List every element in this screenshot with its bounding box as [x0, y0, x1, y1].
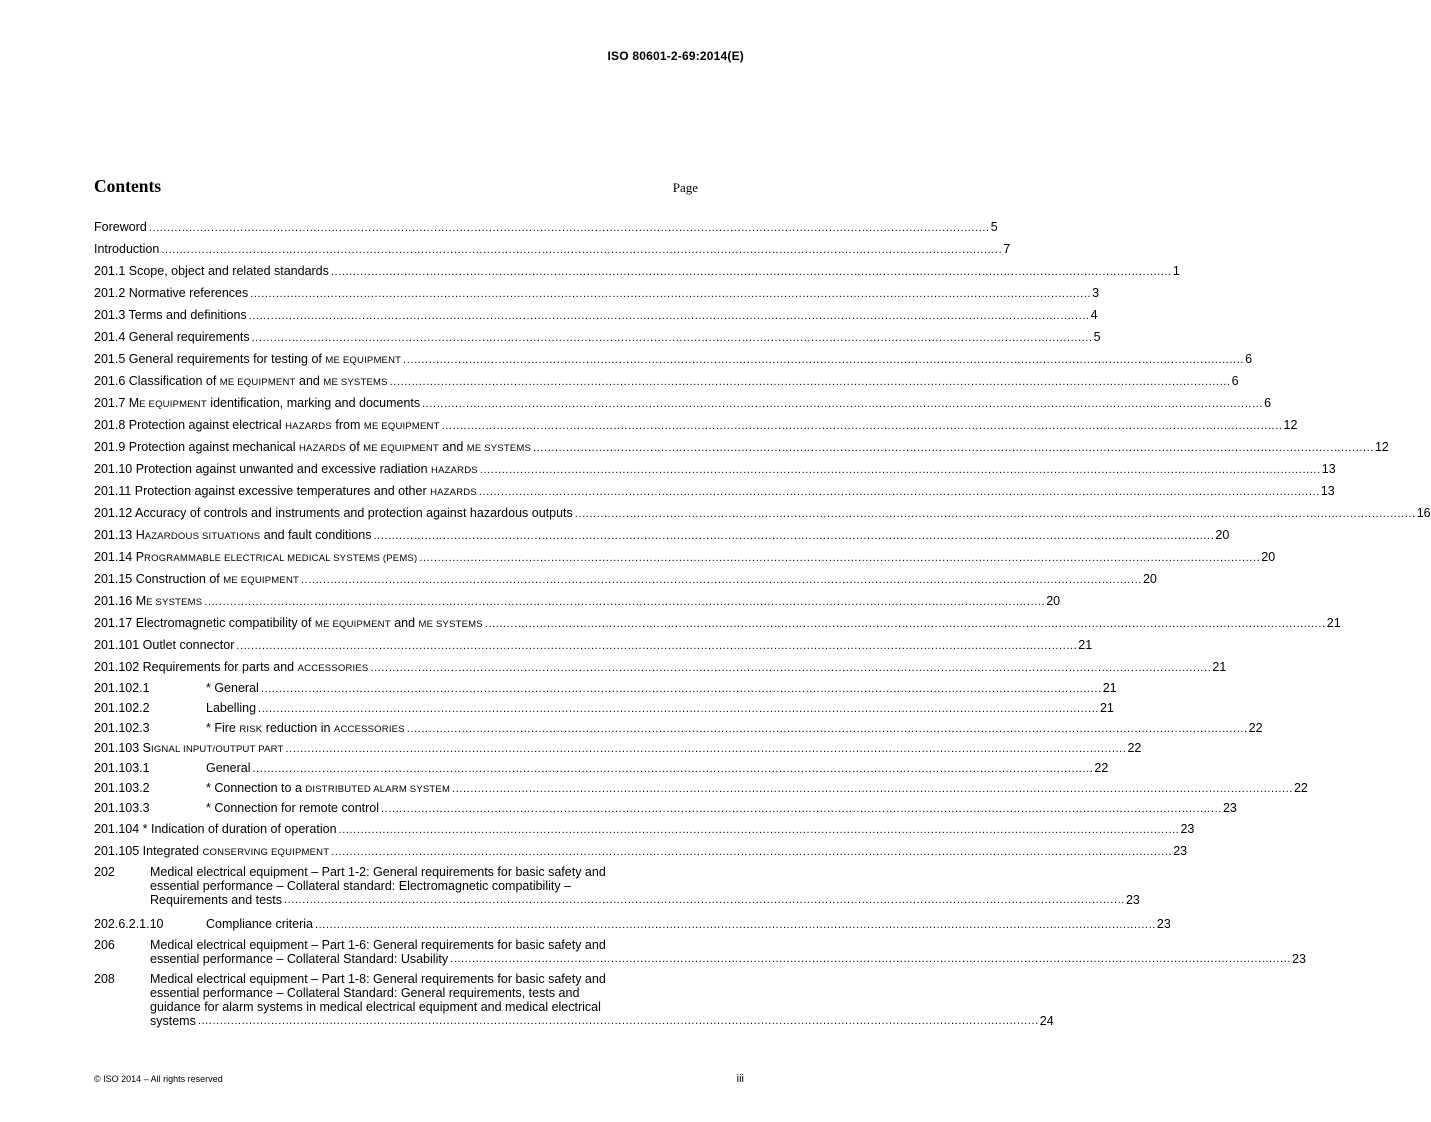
toc-entry-number: 208 — [94, 972, 115, 986]
toc-entry[interactable] — [94, 738, 1142, 758]
small-caps-term: AZARDOUS SITUATIONS — [144, 531, 261, 542]
toc-entry-text: 201.7 M — [94, 396, 140, 410]
toc-entry[interactable] — [94, 698, 1114, 718]
toc-entry-text: identification, marking and documents — [206, 396, 421, 410]
document-id: ISO 80601-2-69:2014(E) — [607, 49, 744, 63]
toc-entry-page: 4 — [1090, 308, 1098, 322]
small-caps-term: E EQUIPMENT — [139, 399, 207, 410]
toc-entry-number: 206 — [94, 938, 115, 952]
toc-entry-label — [94, 572, 301, 586]
dot-leader — [407, 723, 1248, 735]
small-caps-term: ME EQUIPMENT — [363, 421, 440, 432]
toc-entry-body — [150, 938, 1306, 966]
toc-entry-body — [150, 972, 1054, 1028]
dot-leader — [485, 618, 1326, 630]
toc-entry-last-line — [150, 952, 1306, 966]
toc-entry-last-line — [150, 1014, 1054, 1028]
toc-entry-text: from — [331, 418, 364, 432]
toc-entry-label — [94, 550, 419, 564]
toc-entry-label — [94, 242, 161, 256]
toc-entry-number: 201.103.2 — [94, 781, 150, 795]
toc-entry[interactable] — [94, 524, 1230, 546]
toc-entry-page: 20 — [1215, 528, 1230, 542]
toc-entry-page: 6 — [1231, 374, 1239, 388]
toc-entry[interactable] — [94, 392, 1272, 414]
toc-entry-page: 12 — [1374, 440, 1389, 454]
small-caps-term: ME SYSTEMS — [323, 377, 388, 388]
small-caps-term: ME EQUIPMENT — [314, 619, 391, 630]
dot-leader — [249, 310, 1090, 322]
toc-entry-label — [94, 484, 479, 498]
toc-entry[interactable] — [94, 718, 1263, 738]
small-caps-term: ACCESSORIES — [333, 724, 405, 735]
small-caps-term: RISK — [239, 724, 263, 735]
toc-entry-body — [150, 865, 1140, 907]
toc-entry-text: and — [390, 616, 419, 630]
small-caps-term: HAZARDS — [431, 465, 478, 476]
dot-leader — [161, 244, 1002, 256]
dot-leader — [250, 288, 1091, 300]
toc-entry-text-line: essential performance – Collateral Standard: General requirements, tests and — [150, 986, 580, 1000]
toc-entry-page: 21 — [1212, 660, 1227, 674]
toc-entry-text-line: Medical electrical equipment – Part 1-8: General requirements for basic safety and — [150, 972, 606, 986]
toc-entry[interactable] — [94, 458, 1336, 480]
toc-entry-multiline[interactable] — [94, 865, 1140, 907]
toc-entry-page: 24 — [1039, 1014, 1054, 1028]
toc-entry-multiline[interactable] — [94, 972, 1054, 1028]
toc-entry-page: 3 — [1092, 286, 1100, 300]
toc-entry-label — [94, 418, 442, 432]
toc-entry-text: 201.9 Protection against mechanical — [94, 440, 299, 454]
toc-entry-page: 22 — [1127, 741, 1142, 755]
toc-entry-text: 201.5 General requirements for testing of — [94, 352, 326, 366]
small-caps-term: IGNAL INPUT/OUTPUT PART — [151, 744, 284, 755]
toc-entry-text: and — [438, 440, 467, 454]
toc-entry-label — [94, 801, 381, 815]
toc-entry-text: 201.104 * Indication of duration of operation — [94, 822, 337, 836]
toc-entry-page: 20 — [1261, 550, 1276, 564]
toc-entry-label — [94, 528, 373, 542]
toc-entry[interactable] — [94, 568, 1157, 590]
toc-entry-page: 5 — [1093, 330, 1101, 344]
dot-leader — [370, 662, 1211, 674]
dot-leader — [442, 420, 1283, 432]
toc-entry-multiline[interactable] — [94, 938, 1306, 966]
toc-entry[interactable] — [94, 436, 1389, 458]
toc-entry-label — [94, 220, 149, 234]
toc-entry-text: 201.8 Protection against electrical — [94, 418, 286, 432]
toc-entry-text: 201.1 Scope, object and related standards — [94, 264, 329, 278]
dot-leader — [575, 508, 1416, 520]
toc-entry-text: 201.103 S — [94, 741, 151, 755]
toc-entry-label — [94, 917, 315, 931]
toc-entry-text: Foreword — [94, 220, 147, 234]
toc-entry-label — [94, 741, 286, 755]
toc-entry-page: 23 — [1156, 917, 1171, 931]
toc-entry[interactable] — [94, 913, 1171, 935]
dot-leader — [252, 332, 1093, 344]
contents-title: Contents — [94, 176, 162, 196]
dot-leader — [284, 893, 1125, 907]
dot-leader — [373, 530, 1214, 542]
toc-entry-page: 21 — [1326, 616, 1341, 630]
toc-entry-page: 16 — [1416, 506, 1431, 520]
toc-entry-label — [94, 781, 452, 795]
toc-entry[interactable] — [94, 758, 1109, 778]
toc-entry-label — [94, 822, 339, 836]
page-column-label: Page — [672, 180, 698, 195]
toc-entry-text: 201.11 Protection against excessive temperatures and other — [94, 484, 431, 498]
toc-entry-page: 22 — [1094, 761, 1109, 775]
copyright-notice: © ISO 2014 – All rights reserved — [94, 1074, 223, 1084]
toc-entry-page: 13 — [1321, 462, 1336, 476]
toc-entry-label — [94, 594, 204, 608]
toc-entry-page: 6 — [1264, 396, 1272, 410]
dot-leader — [315, 919, 1156, 931]
dot-leader — [450, 952, 1291, 966]
toc-entry[interactable] — [94, 260, 1180, 282]
toc-entry-text: Introduction — [94, 242, 160, 256]
toc-entry[interactable] — [94, 414, 1298, 436]
small-caps-term: ME EQUIPMENT — [223, 575, 300, 586]
toc-entry[interactable] — [94, 348, 1253, 370]
toc-entry-label — [94, 761, 252, 775]
dot-leader — [422, 398, 1263, 410]
small-caps-term: ACCESSORIES — [297, 663, 369, 674]
toc-entry-label — [94, 286, 250, 300]
toc-entry-text: * Connection to a — [206, 781, 306, 795]
toc-entry[interactable] — [94, 656, 1227, 678]
toc-entry-text: General — [206, 761, 251, 775]
dot-leader — [419, 552, 1260, 564]
dot-leader — [236, 640, 1077, 652]
toc-entry[interactable] — [94, 778, 1308, 798]
toc-entry-text-line: systems — [150, 1014, 196, 1028]
toc-entry-text: 201.15 Construction of — [94, 572, 224, 586]
toc-entry-text: 201.4 General requirements — [94, 330, 250, 344]
dot-leader — [331, 266, 1172, 278]
dot-leader — [301, 574, 1142, 586]
toc-entry-text: * Fire — [206, 721, 240, 735]
toc-entry-number: 202 — [94, 865, 115, 879]
toc-entry-label — [94, 701, 258, 715]
small-caps-term: CONSERVING EQUIPMENT — [202, 847, 330, 858]
dot-leader — [261, 683, 1102, 695]
toc-entry[interactable] — [94, 546, 1276, 568]
dot-leader — [286, 743, 1127, 755]
dot-leader — [198, 1014, 1039, 1028]
toc-entry[interactable] — [94, 590, 1061, 612]
small-caps-term: HAZARDS — [285, 421, 332, 432]
toc-entry-page: 12 — [1283, 418, 1298, 432]
toc-entry[interactable] — [94, 634, 1093, 656]
toc-entry-page: 22 — [1248, 721, 1263, 735]
toc-entry-label — [94, 638, 236, 652]
toc-entry-text: 201.3 Terms and definitions — [94, 308, 247, 322]
toc-entry-label — [94, 330, 252, 344]
toc-entry-page: 6 — [1245, 352, 1253, 366]
toc-entry-page: 23 — [1222, 801, 1237, 815]
toc-entry-page: 22 — [1293, 781, 1308, 795]
small-caps-term: DISTRIBUTED ALARM SYSTEM — [305, 784, 451, 795]
small-caps-term: ME EQUIPMENT — [363, 443, 439, 454]
table-of-contents — [94, 216, 1431, 1034]
toc-entry-text: Labelling — [206, 701, 257, 715]
toc-entry-label — [94, 616, 485, 630]
toc-entry[interactable] — [94, 612, 1341, 634]
toc-entry-label — [94, 440, 533, 454]
toc-entry-label — [94, 681, 261, 695]
toc-entry-number: 201.102.3 — [94, 721, 150, 735]
toc-entry-text: reduction in — [262, 721, 334, 735]
toc-entry-page: 21 — [1099, 701, 1114, 715]
toc-entry-text: of — [345, 440, 364, 454]
toc-entry-label — [94, 660, 370, 674]
toc-entry-page: 5 — [990, 220, 998, 234]
toc-entry[interactable] — [94, 282, 1100, 304]
toc-entry-text: 201.102 Requirements for parts and — [94, 660, 298, 674]
toc-entry-text: * Connection for remote control — [206, 801, 380, 815]
toc-entry-text-line: Requirements and tests — [150, 893, 283, 907]
dot-leader — [452, 783, 1293, 795]
toc-entry-label — [94, 374, 390, 388]
toc-entry-text-line: essential performance – Collateral Standard: Usability — [150, 952, 449, 966]
toc-entry-text: 201.10 Protection against unwanted and excessive radiation — [94, 462, 432, 476]
toc-entry-page: 21 — [1102, 681, 1117, 695]
toc-entry[interactable] — [94, 480, 1335, 502]
toc-entry[interactable] — [94, 304, 1098, 326]
toc-entry-label — [94, 264, 331, 278]
toc-entry-text: 201.6 Classification of — [94, 374, 220, 388]
dot-leader — [480, 464, 1321, 476]
small-caps-term: ME EQUIPMENT — [325, 355, 402, 366]
dot-leader — [252, 763, 1093, 775]
toc-entry-number: 202.6.2.1.10 — [94, 917, 164, 931]
toc-entry-text-line: Medical electrical equipment – Part 1-2: General requirements for basic safety and — [150, 865, 606, 879]
toc-entry-page: 23 — [1173, 844, 1188, 858]
small-caps-term: ROGRAMMABLE ELECTRICAL MEDICAL SYSTEMS (PEMS) — [144, 553, 418, 564]
dot-leader — [479, 486, 1320, 498]
toc-entry-page: 23 — [1125, 893, 1140, 907]
toc-entry-label — [94, 721, 407, 735]
toc-entry-label — [94, 396, 422, 410]
dot-leader — [258, 703, 1099, 715]
dot-leader — [339, 824, 1180, 836]
toc-entry-number: 201.102.2 — [94, 701, 150, 715]
page-number: iii — [736, 1073, 744, 1085]
toc-entry-text: 201.2 Normative references — [94, 286, 249, 300]
toc-entry-text: and — [295, 374, 324, 388]
toc-entry[interactable] — [94, 502, 1431, 524]
toc-entry-text-line: guidance for alarm systems in medical electrical equipment and medical electrical — [150, 1000, 601, 1014]
toc-entry-text: 201.101 Outlet connector — [94, 638, 235, 652]
toc-entry-number: 201.103.3 — [94, 801, 150, 815]
small-caps-term: ME SYSTEMS — [466, 443, 532, 454]
dot-leader — [390, 376, 1231, 388]
contents-header — [94, 176, 698, 197]
toc-entry-text: Compliance criteria — [206, 917, 313, 931]
toc-entry-text: 201.14 P — [94, 550, 145, 564]
toc-entry-number: 201.102.1 — [94, 681, 150, 695]
toc-entry-page: 13 — [1320, 484, 1335, 498]
toc-entry[interactable] — [94, 840, 1188, 862]
toc-entry[interactable] — [94, 818, 1195, 840]
toc-entry-text-line: Medical electrical equipment – Part 1-6: General requirements for basic safety and — [150, 938, 606, 952]
toc-entry-text: and fault conditions — [260, 528, 372, 542]
toc-entry-label — [94, 462, 480, 476]
toc-entry-last-line — [150, 893, 1140, 907]
small-caps-term: E SYSTEMS — [146, 597, 203, 608]
toc-entry-label — [94, 506, 575, 520]
dot-leader — [204, 596, 1045, 608]
small-caps-term: ME SYSTEMS — [418, 619, 483, 630]
dot-leader — [533, 442, 1374, 454]
toc-entry-label — [94, 308, 249, 322]
toc-entry-text: 201.105 Integrated — [94, 844, 203, 858]
toc-entry[interactable] — [94, 326, 1101, 348]
toc-entry-page: 20 — [1046, 594, 1061, 608]
toc-entry[interactable] — [94, 370, 1239, 392]
toc-entry-label — [94, 352, 403, 366]
toc-entry-page: 1 — [1172, 264, 1180, 278]
dot-leader — [381, 803, 1222, 815]
toc-entry-text: 201.13 H — [94, 528, 145, 542]
toc-entry[interactable] — [94, 216, 998, 238]
toc-entry-page: 23 — [1180, 822, 1195, 836]
toc-entry-label — [94, 844, 331, 858]
small-caps-term: HAZARDS — [430, 487, 477, 498]
toc-entry[interactable] — [94, 238, 1011, 260]
toc-entry[interactable] — [94, 798, 1237, 818]
small-caps-term: HAZARDS — [299, 443, 346, 454]
toc-entry-page: 23 — [1292, 952, 1306, 966]
dot-leader — [403, 354, 1244, 366]
small-caps-term: ME EQUIPMENT — [219, 377, 296, 388]
toc-entry-text-line: essential performance – Collateral standard: Electromagnetic compatibility – — [150, 879, 572, 893]
toc-entry-page: 20 — [1142, 572, 1157, 586]
dot-leader — [149, 222, 990, 234]
toc-entry-text: 201.17 Electromagnetic compatibility of — [94, 616, 315, 630]
dot-leader — [331, 846, 1172, 858]
toc-entry[interactable] — [94, 678, 1117, 698]
toc-entry-text: * General — [206, 681, 259, 695]
toc-entry-page: 21 — [1078, 638, 1093, 652]
toc-entry-page: 7 — [1003, 242, 1011, 256]
toc-entry-number: 201.103.1 — [94, 761, 150, 775]
toc-entry-text: 201.16 M — [94, 594, 147, 608]
toc-entry-text: 201.12 Accuracy of controls and instruments and protection against hazardous outputs — [94, 506, 573, 520]
